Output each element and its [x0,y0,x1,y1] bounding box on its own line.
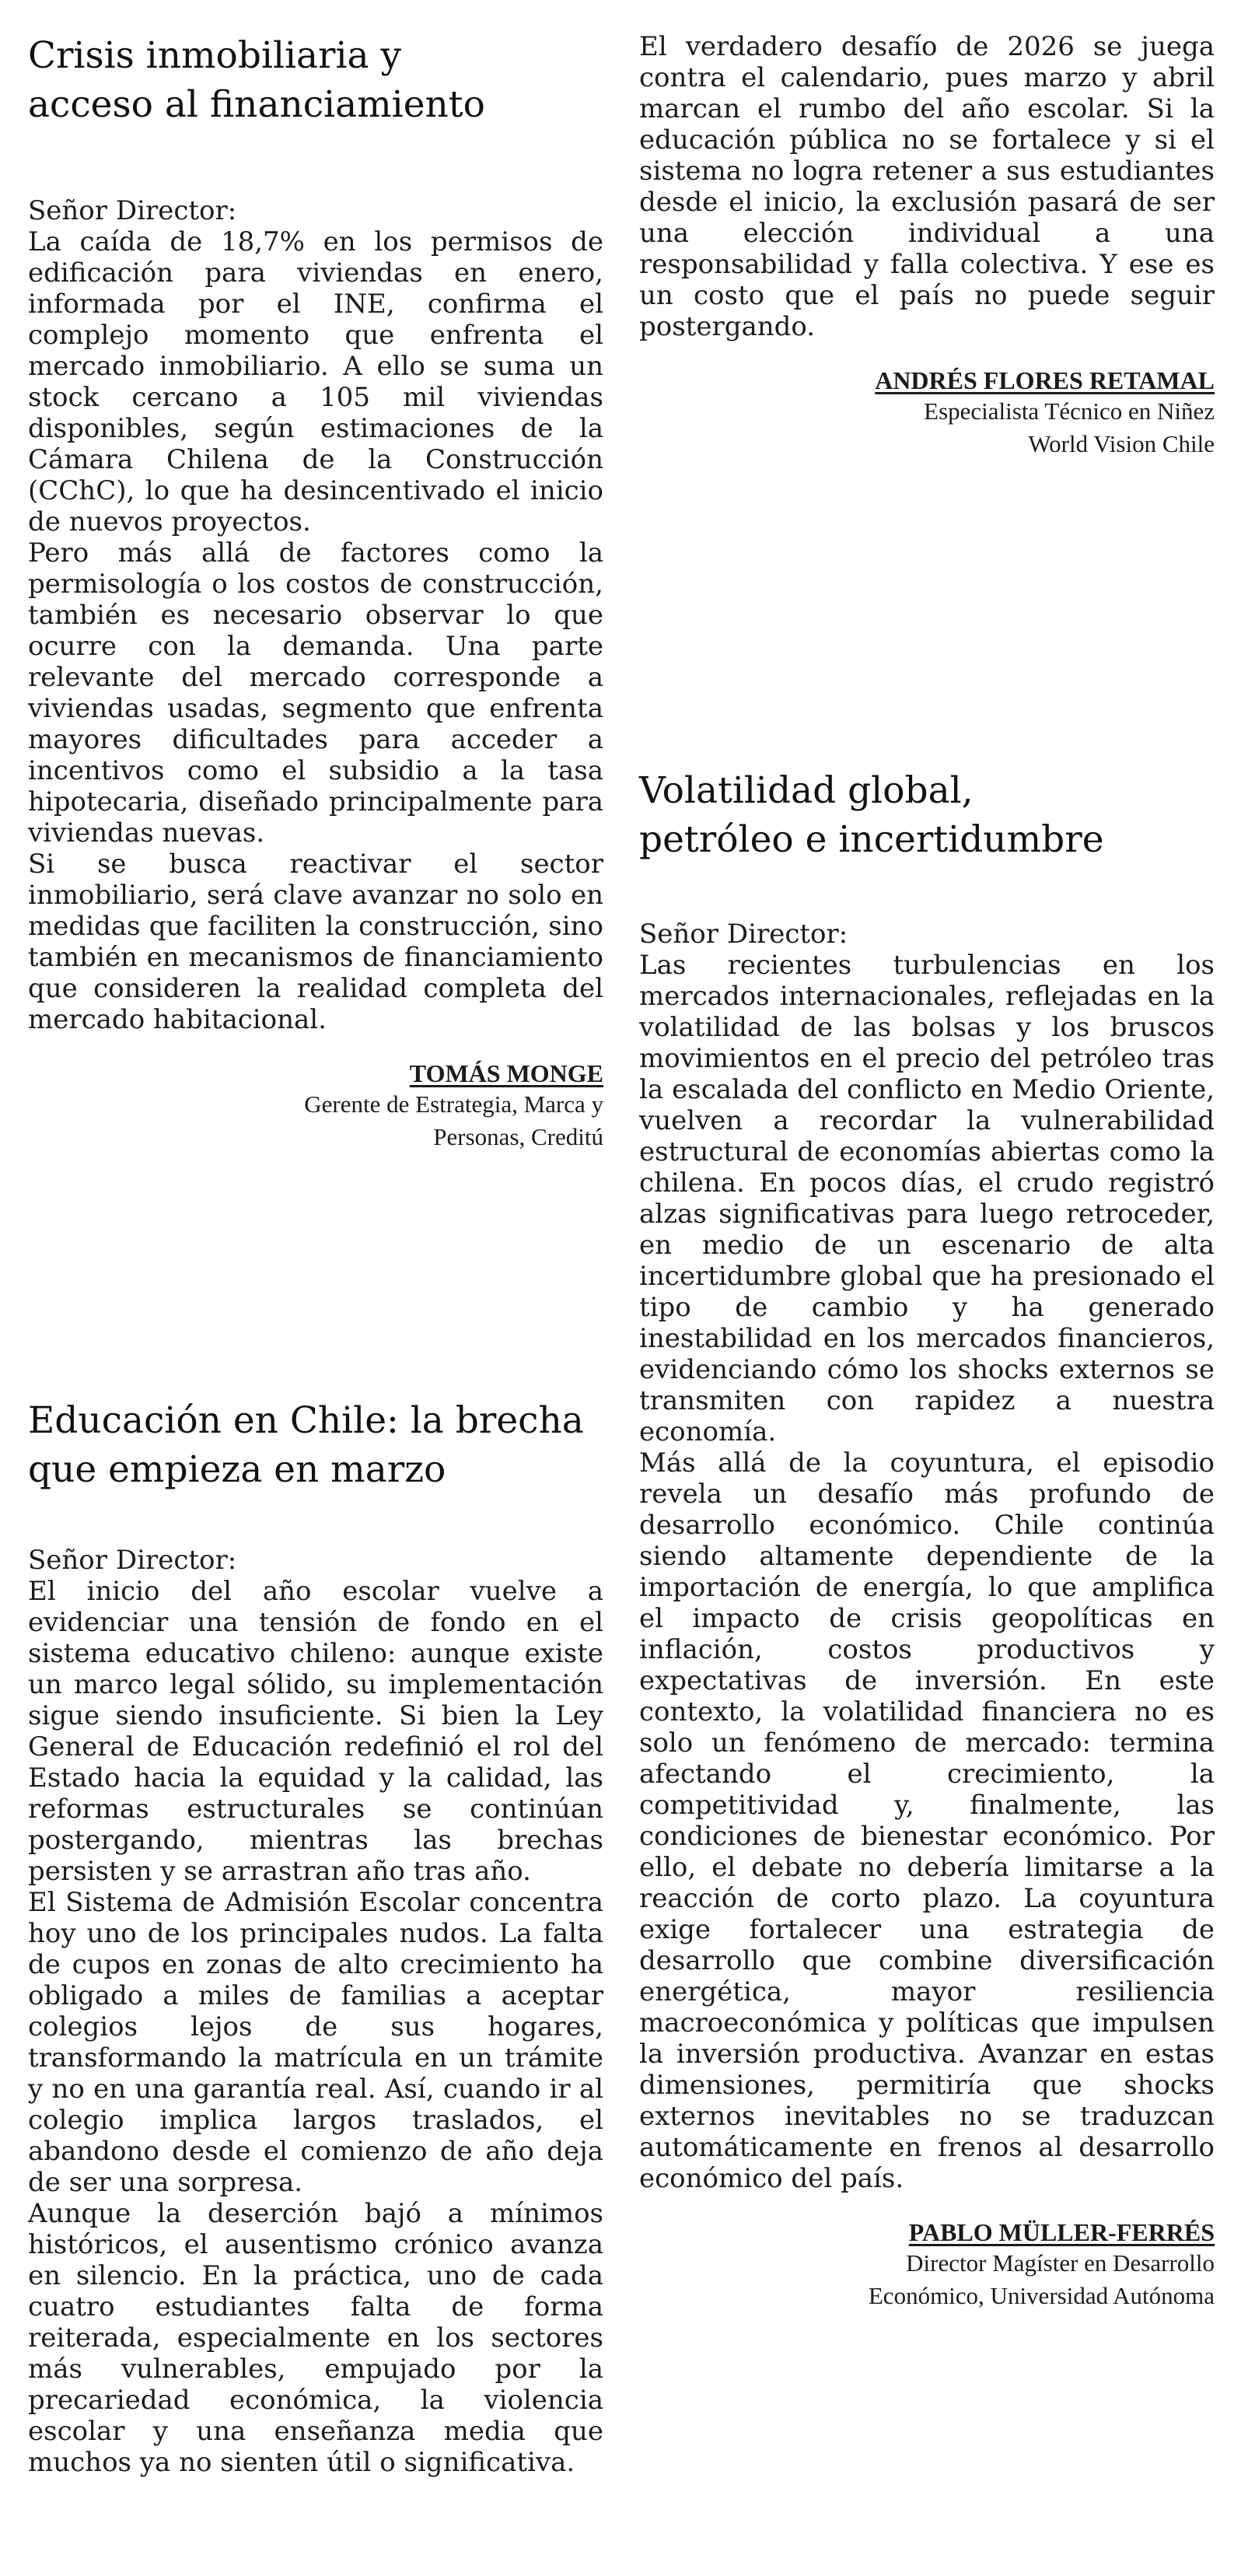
signature-role: Personas, Creditú [433,1123,603,1150]
letter-headline [639,766,1215,864]
signature-role: Gerente de Estrategia, Marca y [304,1090,603,1118]
letter-paragraph: El inicio del año escolar vuelve a evidenciar una tensión de fondo en el sistema educativo chileno: aunque existe un marco legal sólido, su implementación sigue siendo insuficiente. Si bien la Ley General de Educación redefinió el rol del Estado hacia la equidad y la calidad, las reformas estructurales se continúan postergando, mientras las brechas persisten y se arrastran año tras año. [28,1576,603,1887]
letter-headline [28,31,603,129]
signature-name: PABLO MÜLLER-FERRÉS [908,2218,1215,2246]
letter-paragraph: Más allá de la coyuntura, el episodio revela un desafío más profundo de desarrollo económico. Chile continúa siendo altamente dependiente de la importación de energía, lo que amplifica el impacto de crisis geopolíticas en inflación, costos productivos y expectativas de inversión. En este contexto, la volatilidad financiera no es solo un fenómeno de mercado: termina afectando el crecimiento, la competitividad y, finalmente, las condiciones de bienestar económico. Por ello, el debate no debería limitarse a la reacción de corto plazo. La coyuntura exige fortalecer una estrategia de desarrollo que combine diversificación energética, mayor resiliencia macroeconómica y políticas que impulsen la inversión productiva. Avanzar en estas dimensiones, permitiría que shocks externos inevitables no se traduzcan automáticamente en frenos al desarrollo económico del país. [639,1447,1215,2194]
headline-line: petróleo e incertidumbre [639,818,1104,861]
headline-line: acceso al financiamiento [28,83,485,126]
headline-line: Crisis inmobiliaria y [28,34,402,77]
letter-educacion-chile-continued [639,31,1215,460]
headline-line: Volatilidad global, [639,769,974,812]
salutation: Señor Director: [28,195,237,226]
letter-paragraph: El Sistema de Admisión Escolar concentra hoy uno de los principales nudos. La falta de cupos en zonas de alto crecimiento ha obligado a miles de familias a aceptar colegios lejos de sus hogares, transformando la matrícula en un trámite y no en una garantía real. Así, cuando ir al colegio implica largos traslados, el abandono desde el comienzo de año deja de ser una sorpresa. [28,1887,603,2198]
letter-paragraph: Pero más allá de factores como la permisología o los costos de construcción, también es necesario observar lo que ocurre con la demanda. Una parte relevante del mercado corresponde a viviendas usadas, segmento que enfrenta mayores dificultades para acceder a incentivos como el subsidio a la tasa hipotecaria, diseñado principalmente para viviendas nuevas. [28,537,603,849]
letter-headline [28,1396,603,1494]
salutation: Señor Director: [639,919,848,950]
letter-paragraph: Si se busca reactivar el sector inmobiliario, será clave avanzar no solo en medidas que faciliten la construcción, sino también en mecanismos de financiamiento que consideren la realidad completa del mercado habitacional. [28,849,603,1035]
letter-crisis-inmobiliaria [28,31,603,1153]
signature-block [28,1059,603,1153]
signature-role: Director Magíster en Desarrollo [906,2249,1215,2277]
letter-paragraph: Las recientes turbulencias en los mercados internacionales, reflejadas en la volatilidad de las bolsas y los bruscos movimientos en el precio del petróleo tras la escalada del conflicto en Medio Oriente, vuelven a recordar la vulnerabilidad estructural de economías abiertas como la chilena. En pocos días, el crudo registró alzas significativas para luego retroceder, en medio de un escenario de alta incertidumbre global que ha presionado el tipo de cambio y ha generado inestabilidad en los mercados financieros, evidenciando cómo los shocks externos se transmiten con rapidez a nuestra economía. [639,950,1215,1447]
headline-line: que empieza en marzo [28,1448,446,1491]
signature-name: TOMÁS MONGE [409,1059,603,1087]
letter-educacion-chile [28,1396,603,2478]
headline-line: Educación en Chile: la brecha [28,1399,584,1442]
letter-volatilidad-global [639,766,1215,2312]
signature-role: World Vision Chile [1028,430,1215,457]
signature-name: ANDRÉS FLORES RETAMAL [875,366,1215,394]
signature-role: Económico, Universidad Autónoma [868,2282,1215,2309]
letter-paragraph: La caída de 18,7% en los permisos de edificación para viviendas en enero, informada por el INE, confirma el complejo momento que enfrenta el mercado inmobiliario. A ello se suma un stock cercano a 105 mil viviendas disponibles, según estimaciones de la Cámara Chilena de la Construcción (CChC), lo que ha desincentivado el inicio de nuevos proyectos. [28,226,603,537]
signature-role: Especialista Técnico en Niñez [924,397,1215,425]
salutation: Señor Director: [28,1545,237,1576]
signature-block [639,366,1215,460]
letter-paragraph: Aunque la deserción bajó a mínimos históricos, el ausentismo crónico avanza en silencio. En la práctica, uno de cada cuatro estudiantes falta de forma reiterada, especialmente en los sectores más vulnerables, empujado por la precariedad económica, la violencia escolar y una enseñanza media que muchos ya no sienten útil o significativa. [28,2198,603,2478]
signature-block [639,2217,1215,2312]
letter-paragraph: El verdadero desafío de 2026 se juega contra el calendario, pues marzo y abril marcan el rumbo del año escolar. Si la educación pública no se fortalece y si el sistema no logra retener a sus estudiantes desde el inicio, la exclusión pasará de ser una elección individual a una responsabilidad y falla colectiva. Y ese es un costo que el país no puede seguir postergando. [639,31,1215,342]
